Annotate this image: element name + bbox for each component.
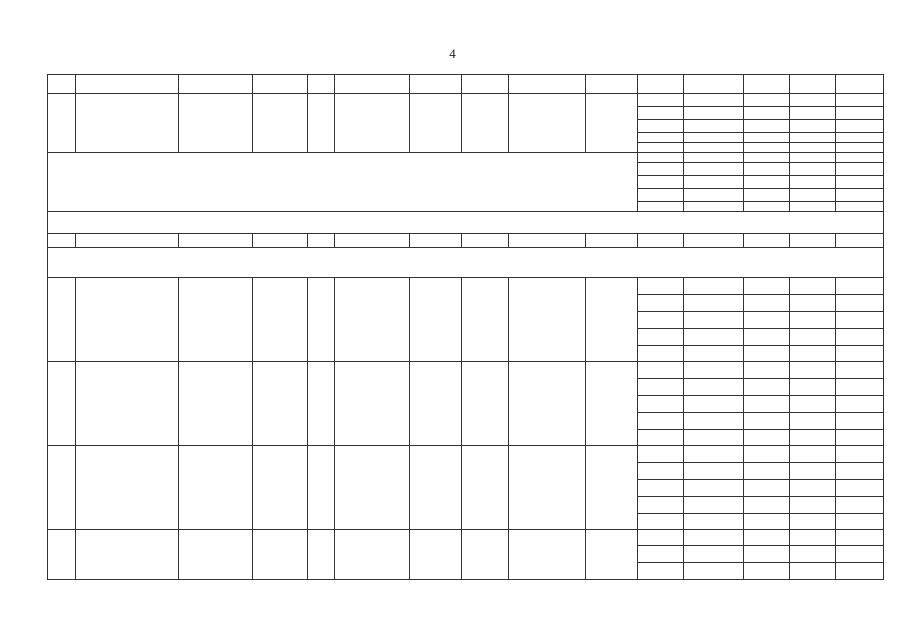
- amount-cell: [684, 189, 744, 202]
- amount-cell: [790, 463, 836, 480]
- unit-cell: [308, 278, 335, 362]
- amount-cell: [744, 497, 790, 514]
- funding-label: [638, 362, 684, 379]
- funding-label: [638, 346, 684, 362]
- cost-cell: [509, 530, 586, 580]
- amount-cell: [744, 346, 790, 362]
- table-cell: [76, 75, 179, 94]
- amount-cell: [836, 107, 884, 120]
- funding-label: [638, 563, 684, 580]
- table-cell: [335, 234, 410, 248]
- amount-cell: [684, 107, 744, 120]
- funding-label: [638, 514, 684, 530]
- work-type-cell: [253, 94, 308, 153]
- table-cell: [48, 75, 76, 94]
- funding-label: [638, 546, 684, 563]
- funding-label: [638, 497, 684, 514]
- amount-cell: [836, 346, 884, 362]
- object-name: [76, 278, 179, 362]
- row-number: [48, 446, 76, 530]
- amount-cell: [790, 497, 836, 514]
- amount-cell: [790, 312, 836, 329]
- amount-cell: [744, 480, 790, 497]
- row-number: [48, 362, 76, 446]
- object-name: [76, 446, 179, 530]
- amount-cell: [836, 75, 884, 94]
- developer-cell: [335, 362, 410, 446]
- amount-cell: [836, 202, 884, 212]
- amount-cell: [744, 413, 790, 430]
- amount-cell: [790, 396, 836, 413]
- customer-cell: [179, 278, 253, 362]
- funding-label: [638, 143, 684, 153]
- table-cell: [586, 234, 638, 248]
- amount-cell: [790, 546, 836, 563]
- funding-label: [638, 379, 684, 396]
- row-number: [48, 278, 76, 362]
- amount-cell: [684, 120, 744, 133]
- amount-cell: [744, 143, 790, 153]
- amount-cell: [684, 133, 744, 143]
- funding-label: [638, 329, 684, 346]
- support-form-cell: [586, 446, 638, 530]
- amount-cell: [684, 346, 744, 362]
- amount-cell: [790, 446, 836, 463]
- amount-cell: [790, 362, 836, 379]
- support-form-cell: [586, 94, 638, 153]
- amount-cell: [790, 480, 836, 497]
- funding-label: [684, 75, 744, 94]
- work-type-cell: [253, 278, 308, 362]
- customer-cell: [179, 362, 253, 446]
- amount-cell: [836, 295, 884, 312]
- amount-cell: [790, 94, 836, 107]
- page-number: 4: [449, 46, 456, 61]
- amount-cell: [836, 563, 884, 580]
- amount-cell: [744, 396, 790, 413]
- amount-cell: [836, 430, 884, 446]
- amount-cell: [790, 153, 836, 163]
- table-cell: [462, 234, 509, 248]
- blank-row: [48, 234, 884, 248]
- amount-cell: [744, 176, 790, 189]
- amount-cell: [836, 120, 884, 133]
- table-cell: [76, 234, 179, 248]
- developer-cell: [335, 94, 410, 153]
- amount-cell: [836, 546, 884, 563]
- developer-cell: [335, 446, 410, 530]
- group-heading-row: [48, 212, 884, 234]
- funding-label: [638, 107, 684, 120]
- amount-cell: [684, 94, 744, 107]
- amount-cell: [744, 514, 790, 530]
- amount-cell: [836, 176, 884, 189]
- amount-cell: [684, 480, 744, 497]
- amount-cell: [836, 413, 884, 430]
- amount-cell: [836, 143, 884, 153]
- table-cell: [586, 75, 638, 94]
- amount-cell: [744, 278, 790, 295]
- unit-cell: [308, 362, 335, 446]
- amount-cell: [836, 278, 884, 295]
- cost-cell: [509, 278, 586, 362]
- amount-cell: [744, 329, 790, 346]
- amount-cell: [684, 446, 744, 463]
- table-cell: [684, 234, 744, 248]
- unit-cell: [308, 94, 335, 153]
- amount-cell: [836, 396, 884, 413]
- amount-cell: [836, 530, 884, 546]
- amount-cell: [684, 396, 744, 413]
- support-form-cell: [586, 278, 638, 362]
- object-name: [76, 94, 179, 153]
- amount-cell: [790, 430, 836, 446]
- amount-cell: [836, 312, 884, 329]
- table-cell: [744, 234, 790, 248]
- amount-cell: [744, 189, 790, 202]
- amount-cell: [684, 546, 744, 563]
- work-type-cell: [253, 362, 308, 446]
- amount-cell: [836, 362, 884, 379]
- amount-cell: [790, 133, 836, 143]
- table-cell: [253, 234, 308, 248]
- amount-cell: [790, 107, 836, 120]
- funding-label: [638, 463, 684, 480]
- table-cell: [48, 234, 76, 248]
- funding-label: [638, 430, 684, 446]
- amount-cell: [744, 530, 790, 546]
- table-cell: [638, 234, 684, 248]
- amount-cell: [790, 563, 836, 580]
- row-number: [48, 530, 76, 580]
- amount-cell: [790, 295, 836, 312]
- cost-cell: [509, 446, 586, 530]
- funding-label: [638, 295, 684, 312]
- amount-cell: [684, 163, 744, 176]
- funding-label: [638, 176, 684, 189]
- capacity-cell: [410, 278, 462, 362]
- amount-cell: [744, 546, 790, 563]
- group-3-heading: [48, 212, 884, 234]
- object-row: [48, 530, 884, 546]
- amount-cell: [836, 480, 884, 497]
- funding-label: [638, 396, 684, 413]
- year-cell: [462, 362, 509, 446]
- funding-label: [638, 312, 684, 329]
- amount-cell: [684, 563, 744, 580]
- table-cell: [509, 234, 586, 248]
- unit-cell: [308, 530, 335, 580]
- amount-cell: [836, 463, 884, 480]
- amount-cell: [836, 497, 884, 514]
- amount-cell: [684, 463, 744, 480]
- amount-cell: [684, 530, 744, 546]
- amount-cell: [684, 295, 744, 312]
- capacity-cell: [410, 362, 462, 446]
- amount-cell: [744, 295, 790, 312]
- amount-cell: [790, 189, 836, 202]
- year-cell: [462, 94, 509, 153]
- amount-cell: [790, 278, 836, 295]
- amount-cell: [790, 75, 836, 94]
- row-number: [48, 94, 76, 153]
- customer-cell: [179, 75, 253, 94]
- table-cell: [410, 234, 462, 248]
- object-row: [48, 94, 884, 107]
- cost-cell: [509, 362, 586, 446]
- amount-cell: [744, 120, 790, 133]
- amount-cell: [790, 379, 836, 396]
- amount-cell: [744, 107, 790, 120]
- funding-label: [638, 120, 684, 133]
- summary-row: [48, 153, 884, 163]
- customer-cell: [179, 446, 253, 530]
- amount-cell: [684, 514, 744, 530]
- developer-cell: [335, 278, 410, 362]
- capacity-cell: [410, 94, 462, 153]
- funding-label: [638, 530, 684, 546]
- amount-cell: [744, 430, 790, 446]
- table-cell: [790, 234, 836, 248]
- amount-cell: [836, 94, 884, 107]
- group-4-heading: [48, 248, 884, 278]
- amount-cell: [744, 202, 790, 212]
- funding-label: [638, 163, 684, 176]
- support-form-cell: [586, 530, 638, 580]
- support-form-cell: [586, 362, 638, 446]
- amount-cell: [684, 153, 744, 163]
- amount-cell: [790, 120, 836, 133]
- capacity-cell: [410, 446, 462, 530]
- amount-cell: [684, 379, 744, 396]
- funding-label: [638, 189, 684, 202]
- work-type-cell: [253, 446, 308, 530]
- amount-cell: [744, 563, 790, 580]
- amount-cell: [684, 143, 744, 153]
- table-cell: [638, 75, 684, 94]
- funding-label: [638, 446, 684, 463]
- amount-cell: [744, 153, 790, 163]
- amount-cell: [790, 329, 836, 346]
- table-cell: [308, 75, 335, 94]
- amount-cell: [744, 133, 790, 143]
- amount-cell: [684, 413, 744, 430]
- amount-cell: [836, 133, 884, 143]
- funding-label: [638, 153, 684, 163]
- amount-cell: [684, 278, 744, 295]
- amount-cell: [790, 202, 836, 212]
- amount-cell: [790, 176, 836, 189]
- amount-cell: [836, 379, 884, 396]
- customer-cell: [179, 530, 253, 580]
- capacity-cell: [410, 530, 462, 580]
- amount-cell: [790, 413, 836, 430]
- table-cell: [509, 75, 586, 94]
- amount-cell: [836, 163, 884, 176]
- amount-cell: [744, 362, 790, 379]
- amount-cell: [836, 446, 884, 463]
- amount-cell: [744, 94, 790, 107]
- amount-cell: [684, 430, 744, 446]
- table-row-carry: [48, 75, 884, 94]
- amount-cell: [790, 346, 836, 362]
- amount-cell: [790, 514, 836, 530]
- objects-table: [47, 74, 884, 580]
- group-heading-row: [48, 248, 884, 278]
- amount-cell: [684, 497, 744, 514]
- amount-cell: [684, 202, 744, 212]
- amount-cell: [836, 153, 884, 163]
- work-type-cell: [253, 530, 308, 580]
- amount-cell: [836, 329, 884, 346]
- object-row: [48, 362, 884, 379]
- year-cell: [462, 446, 509, 530]
- funding-label: [638, 133, 684, 143]
- amount-cell: [790, 163, 836, 176]
- amount-cell: [790, 530, 836, 546]
- funding-label: [638, 202, 684, 212]
- amount-cell: [684, 362, 744, 379]
- customer-cell: [179, 94, 253, 153]
- object-name: [76, 362, 179, 446]
- funding-label: [638, 94, 684, 107]
- amount-cell: [744, 75, 790, 94]
- summary-text: [48, 153, 638, 212]
- funding-label: [638, 480, 684, 497]
- object-row: [48, 278, 884, 295]
- year-cell: [462, 278, 509, 362]
- object-row: [48, 446, 884, 463]
- amount-cell: [744, 446, 790, 463]
- table-cell: [335, 75, 410, 94]
- amount-cell: [836, 189, 884, 202]
- amount-cell: [744, 163, 790, 176]
- table-cell: [836, 234, 884, 248]
- amount-cell: [744, 463, 790, 480]
- amount-cell: [684, 329, 744, 346]
- funding-label: [638, 413, 684, 430]
- table-cell: [253, 75, 308, 94]
- table-cell: [462, 75, 509, 94]
- unit-cell: [308, 446, 335, 530]
- funding-label: [638, 278, 684, 295]
- amount-cell: [744, 312, 790, 329]
- table-cell: [179, 234, 253, 248]
- cost-cell: [509, 94, 586, 153]
- amount-cell: [744, 379, 790, 396]
- amount-cell: [836, 514, 884, 530]
- year-cell: [462, 530, 509, 580]
- amount-cell: [790, 143, 836, 153]
- developer-cell: [335, 530, 410, 580]
- object-name: [76, 530, 179, 580]
- table-cell: [410, 75, 462, 94]
- amount-cell: [684, 312, 744, 329]
- amount-cell: [684, 176, 744, 189]
- table-cell: [308, 234, 335, 248]
